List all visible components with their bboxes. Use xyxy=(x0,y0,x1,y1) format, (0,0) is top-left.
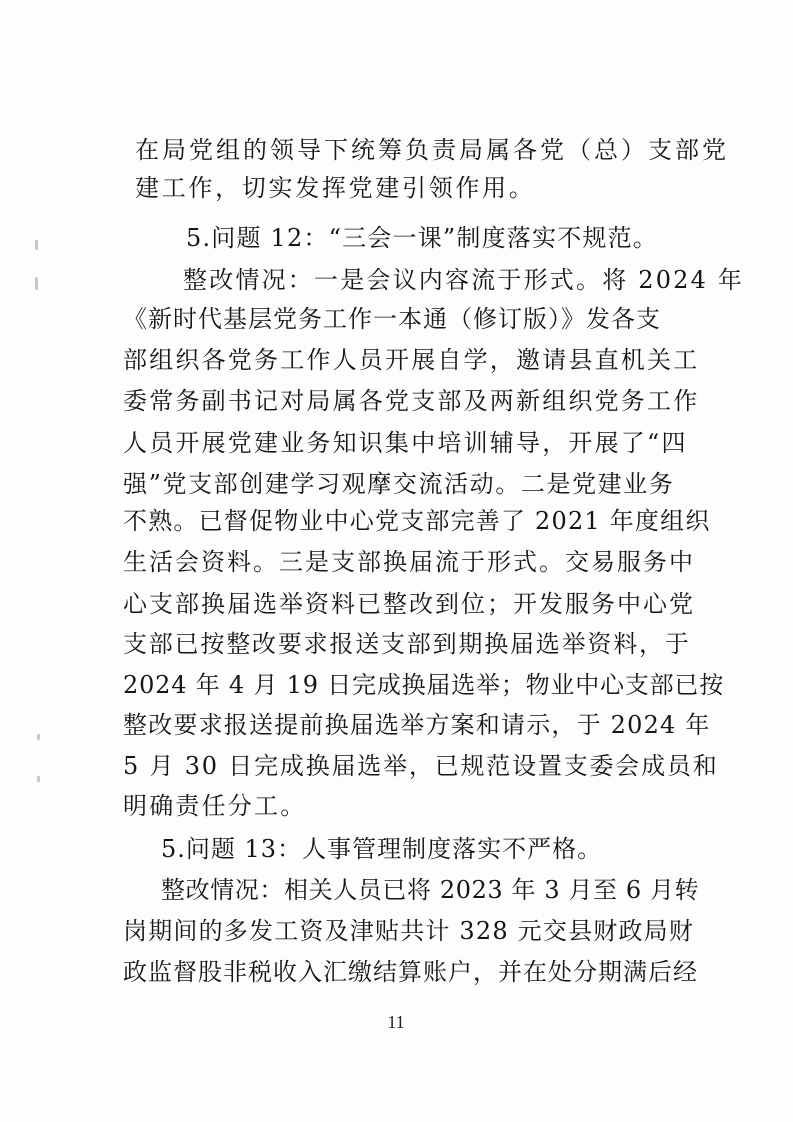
paragraph-line: 不熟。已督促物业中心党支部完善了 2021 年度组织 xyxy=(123,507,711,535)
paragraph-line: 整改情况：一是会议内容流于形式。将 2024 年 xyxy=(183,266,745,294)
paragraph-line: 心支部换届选举资料已整改到位；开发服务中心党 xyxy=(123,590,695,618)
paragraph-line: 建工作，切实发挥党建引领作用。 xyxy=(135,174,536,202)
paragraph-line: 支部已按整改要求报送支部到期换届选举资料，于 xyxy=(123,630,691,658)
scan-mark xyxy=(35,277,38,290)
paragraph-line: 岗期间的多发工资及津贴共计 328 元交县财政局财 xyxy=(123,917,695,945)
paragraph-line: 政监督股非税收入汇缴结算账户，并在处分期满后经 xyxy=(123,958,698,986)
paragraph-line: 明确责任分工。 xyxy=(123,792,307,820)
paragraph-line: 委常务副书记对局属各党支部及两新组织党务工作 xyxy=(123,387,700,415)
paragraph-line: 5 月 30 日完成换届选举，已规范设置支委会成员和 xyxy=(123,752,719,780)
paragraph-line: 《新时代基层党务工作一本通（修订版）》发各支 xyxy=(123,305,661,333)
paragraph-line: 在局党组的领导下统筹负责局属各党（总）支部党 xyxy=(135,136,729,164)
paragraph-line: 强”党支部创建学习观摩交流活动。二是党建业务 xyxy=(123,470,675,498)
scan-mark xyxy=(35,240,38,250)
paragraph-line: 2024 年 4 月 19 日完成换届选举；物业中心支部已按 xyxy=(123,671,725,699)
paragraph-line: 整改情况：相关人员已将 2023 年 3 月至 6 月转 xyxy=(161,876,700,904)
paragraph-line: 部组织各党务工作人员开展自学，邀请县直机关工 xyxy=(123,346,700,374)
scan-mark xyxy=(37,776,40,782)
paragraph-line: 整改要求报送提前换届选举方案和请示，于 2024 年 xyxy=(123,711,711,739)
scan-mark xyxy=(37,734,40,740)
paragraph-line: 生活会资料。三是支部换届流于形式。交易服务中 xyxy=(123,548,695,576)
page-number: 11 xyxy=(387,1012,405,1032)
section-heading-problem-12: 5.问题 12：“三会一课”制度落实不规范。 xyxy=(186,224,659,252)
paragraph-line: 人员开展党建业务知识集中培训辅导，开展了“四 xyxy=(123,429,688,457)
section-heading-problem-13: 5.问题 13：人事管理制度落实不严格。 xyxy=(161,835,603,863)
